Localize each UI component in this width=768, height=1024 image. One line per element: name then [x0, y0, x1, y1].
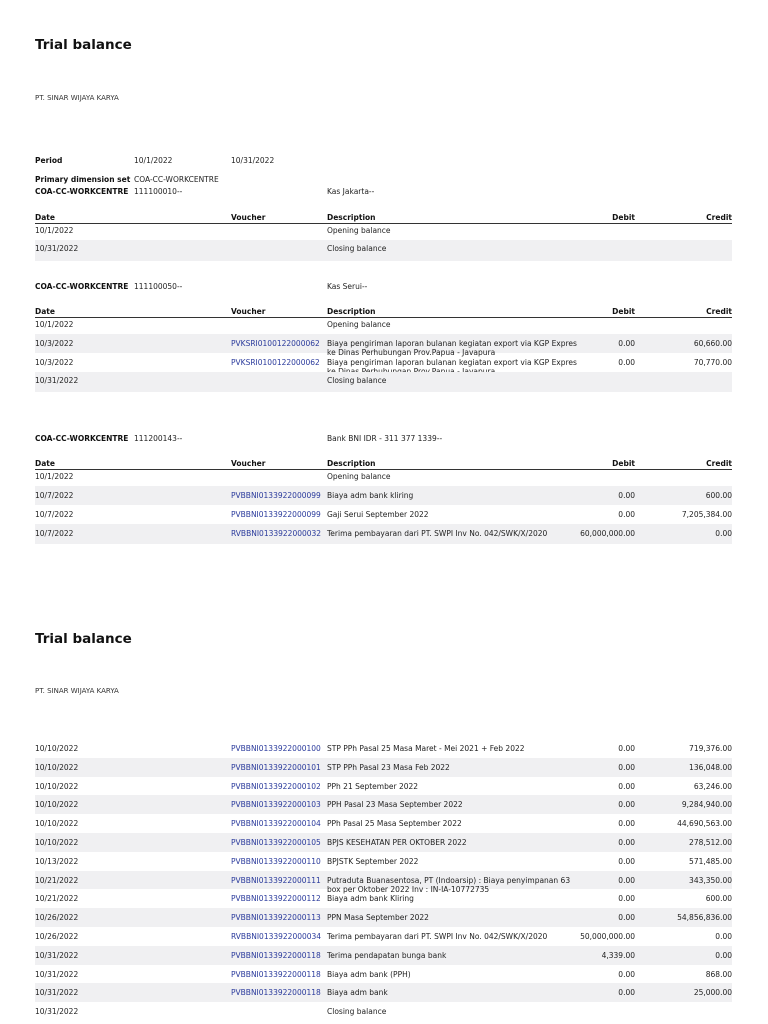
table-row	[35, 946, 732, 965]
section-account-code: 111100010--	[134, 187, 183, 196]
row-debit: 0.00	[618, 838, 635, 847]
row-debit: 0.00	[618, 800, 635, 810]
page-title: Trial balance	[35, 37, 132, 53]
row-date: 10/10/2022	[35, 819, 79, 829]
row-description: Biaya pengiriman laporan bulanan kegiatan export via KGP Expres ke Dinas Perhubungan Prov.Papua - Javapura	[327, 339, 577, 357]
row-credit: 63,246.00	[693, 781, 732, 791]
row-voucher-link[interactable]: PVBBNI0133922000112	[231, 894, 321, 904]
table-row	[35, 983, 732, 1002]
table-row	[35, 965, 732, 984]
row-date: 10/10/2022	[35, 744, 79, 753]
row-description: PPh Pasal 25 Masa September 2022	[327, 819, 462, 829]
row-date: 10/21/2022	[35, 875, 79, 885]
row-debit: 0.00	[618, 744, 635, 753]
table-row	[35, 470, 732, 486]
table-row	[35, 814, 732, 833]
row-description: STP PPh Pasal 25 Masa Maret - Mei 2021 + Feb 2022	[327, 744, 525, 753]
row-debit: 0.00	[618, 762, 635, 772]
row-date: 10/31/2022	[35, 969, 79, 979]
table-row	[35, 372, 732, 392]
row-debit: 50,000,000.00	[580, 932, 635, 941]
row-date: 10/3/2022	[35, 339, 74, 348]
row-credit: 7,205,384.00	[681, 510, 732, 519]
period-label: Period	[35, 156, 63, 165]
table-row	[35, 1002, 732, 1021]
row-debit: 0.00	[618, 875, 635, 885]
row-description: Biaya adm bank	[327, 988, 388, 998]
row-credit: 868.00	[705, 969, 732, 979]
row-description: PPH Pasal 23 Masa September 2022	[327, 800, 463, 810]
row-description: Biaya adm bank Kliring	[327, 894, 414, 904]
row-date: 10/1/2022	[35, 320, 74, 329]
header-debit: Debit	[612, 213, 635, 222]
row-description: Terima pembayaran dari PT. SWPI Inv No. 042/SWK/X/2020	[327, 932, 548, 941]
row-credit: 0.00	[715, 950, 732, 960]
period-to: 10/31/2022	[231, 156, 275, 165]
table-row	[35, 334, 732, 357]
table-row	[35, 524, 732, 544]
row-description: Putraduta Buanasentosa, PT (Indoarsip) : Biaya penyimpanan 63 box per Oktober 2022 Inv : IN-IA-10772735	[327, 875, 571, 894]
table-row	[35, 240, 732, 261]
row-description: Closing balance	[327, 376, 387, 385]
page-title: Trial balance	[35, 631, 132, 647]
row-voucher-link[interactable]: PVBBNI0133922000111	[231, 875, 321, 885]
row-debit: 0.00	[618, 988, 635, 998]
row-voucher-link[interactable]: PVBBNI0133922000105	[231, 838, 321, 847]
row-credit: 600.00	[705, 894, 732, 904]
table-row	[35, 777, 732, 796]
row-voucher-link[interactable]: PVBBNI0133922000118	[231, 969, 321, 979]
header-credit: Credit	[706, 307, 732, 316]
row-credit: 278,512.00	[689, 838, 732, 847]
row-date: 10/7/2022	[35, 510, 74, 519]
table-row	[35, 795, 732, 814]
row-description: Opening balance	[327, 472, 391, 481]
row-date: 10/1/2022	[35, 472, 74, 481]
row-voucher-link[interactable]: PVBBNI0133922000099	[231, 510, 321, 519]
row-date: 10/31/2022	[35, 988, 79, 998]
row-date: 10/13/2022	[35, 856, 79, 866]
section-label: COA-CC-WORKCENTRE	[35, 187, 129, 196]
row-description: Gaji Serui September 2022	[327, 510, 429, 519]
row-voucher-link[interactable]: PVBBNI0133922000118	[231, 988, 321, 998]
row-description: Biaya pengiriman laporan bulanan kegiatan export via KGP Expres	[327, 358, 577, 367]
row-credit: 44,690,563.00	[677, 819, 732, 829]
table-row	[35, 318, 732, 334]
header-debit: Debit	[612, 459, 635, 468]
section-label: COA-CC-WORKCENTRE	[35, 282, 129, 291]
header-date: Date	[35, 459, 55, 468]
row-date: 10/10/2022	[35, 762, 79, 772]
row-debit: 0.00	[618, 339, 635, 348]
row-voucher-link[interactable]: PVBBNI0133922000102	[231, 781, 321, 791]
row-date: 10/31/2022	[35, 376, 79, 385]
row-credit: 136,048.00	[689, 762, 732, 772]
row-credit: 0.00	[715, 529, 732, 538]
row-voucher-link[interactable]: PVBBNI0133922000100	[231, 744, 321, 753]
row-credit: 600.00	[705, 491, 732, 500]
row-credit: 60,660.00	[693, 339, 732, 348]
row-description: Opening balance	[327, 320, 391, 329]
row-date: 10/7/2022	[35, 491, 74, 500]
section-account-name: Kas Jakarta--	[327, 187, 375, 196]
row-debit: 0.00	[618, 913, 635, 923]
row-voucher-link[interactable]: RVBBNI0133922000032	[231, 529, 322, 538]
row-debit: 0.00	[618, 894, 635, 904]
row-description: STP PPh Pasal 23 Masa Feb 2022	[327, 762, 450, 772]
header-credit: Credit	[706, 459, 732, 468]
row-date: 10/26/2022	[35, 913, 79, 923]
row-voucher-link[interactable]: PVBBNI0133922000099	[231, 491, 321, 500]
table-row	[35, 739, 732, 758]
header-voucher: Voucher	[231, 459, 266, 468]
section-account-name: Kas Serui--	[327, 282, 368, 291]
row-description: Biaya adm bank kliring	[327, 491, 414, 500]
table-row	[35, 833, 732, 852]
row-date: 10/31/2022	[35, 1007, 79, 1017]
row-date: 10/3/2022	[35, 358, 74, 367]
row-description: Terima pendapatan bunga bank	[327, 950, 447, 960]
row-description: BPJS KESEHATAN PER OKTOBER 2022	[327, 838, 467, 847]
row-date: 10/31/2022	[35, 950, 79, 960]
row-date: 10/1/2022	[35, 226, 74, 235]
row-voucher-link[interactable]: PVBBNI0133922000113	[231, 913, 321, 923]
row-debit: 0.00	[618, 819, 635, 829]
row-credit: 343,350.00	[689, 875, 732, 885]
row-date: 10/31/2022	[35, 244, 79, 253]
row-debit: 0.00	[618, 969, 635, 979]
row-description: BPJSTK September 2022	[327, 856, 419, 866]
section-account-code: 111200143--	[134, 434, 183, 443]
row-credit: 25,000.00	[693, 988, 732, 998]
row-date: 10/10/2022	[35, 781, 79, 791]
row-credit: 9,284,940.00	[681, 800, 732, 810]
section-account-name: Bank BNI IDR - 311 377 1339--	[327, 434, 443, 443]
row-debit: 0.00	[618, 510, 635, 519]
row-voucher-link[interactable]: PVBBNI0133922000104	[231, 819, 321, 829]
row-voucher-link[interactable]: PVKSRI0100122000062	[231, 339, 320, 348]
row-date: 10/10/2022	[35, 838, 79, 847]
row-description: Biaya adm bank (PPH)	[327, 969, 411, 979]
row-date: 10/26/2022	[35, 932, 79, 941]
row-voucher-link[interactable]: PVBBNI0133922000118	[231, 950, 321, 960]
table-row	[35, 486, 732, 505]
section-account-code: 111100050--	[134, 282, 183, 291]
row-description: Terima pembayaran dari PT. SWPI Inv No. 042/SWK/X/2020	[327, 529, 548, 538]
header-date: Date	[35, 307, 55, 316]
period-from: 10/1/2022	[134, 156, 173, 165]
row-debit: 0.00	[618, 491, 635, 500]
table-row	[35, 353, 732, 372]
row-description: Opening balance	[327, 226, 391, 235]
row-date: 10/10/2022	[35, 800, 79, 810]
row-description: Closing balance	[327, 244, 387, 253]
header-voucher: Voucher	[231, 307, 266, 316]
row-date: 10/7/2022	[35, 529, 74, 538]
row-credit: 54,856,836.00	[677, 913, 732, 923]
row-debit: 60,000,000.00	[580, 529, 635, 538]
header-description: Description	[327, 213, 376, 222]
table-row	[35, 908, 732, 927]
company-name: PT. SINAR WIJAYA KARYA	[35, 94, 119, 102]
row-voucher-link[interactable]: PVKSRI0100122000062	[231, 358, 320, 367]
row-credit: 571,485.00	[689, 856, 732, 866]
header-voucher: Voucher	[231, 213, 266, 222]
row-credit: 70,770.00	[693, 358, 732, 367]
primary-dimension-label: Primary dimension set	[35, 175, 131, 184]
row-voucher-link[interactable]: PVBBNI0133922000110	[231, 856, 321, 866]
row-credit: 0.00	[715, 932, 732, 941]
row-voucher-link[interactable]: PVBBNI0133922000103	[231, 800, 321, 810]
header-date: Date	[35, 213, 55, 222]
header-description: Description	[327, 459, 376, 468]
table-row	[35, 889, 732, 908]
table-row	[35, 871, 732, 894]
header-credit: Credit	[706, 213, 732, 222]
table-row	[35, 758, 732, 777]
table-row	[35, 927, 732, 946]
company-name: PT. SINAR WIJAYA KARYA	[35, 687, 119, 695]
row-debit: 0.00	[618, 358, 635, 367]
header-debit: Debit	[612, 307, 635, 316]
header-description: Description	[327, 307, 376, 316]
row-debit: 4,339.00	[601, 950, 635, 960]
table-row	[35, 852, 732, 871]
row-date: 10/21/2022	[35, 894, 79, 904]
table-row	[35, 505, 732, 524]
row-debit: 0.00	[618, 781, 635, 791]
row-debit: 0.00	[618, 856, 635, 866]
section-label: COA-CC-WORKCENTRE	[35, 434, 129, 443]
row-credit: 719,376.00	[689, 744, 732, 753]
row-description: Closing balance	[327, 1007, 387, 1017]
row-description: PPh 21 September 2022	[327, 781, 419, 791]
primary-dimension-value: COA-CC-WORKCENTRE	[134, 175, 219, 184]
row-voucher-link[interactable]: PVBBNI0133922000101	[231, 762, 321, 772]
table-row	[35, 224, 732, 240]
row-voucher-link[interactable]: RVBBNI0133922000034	[231, 932, 322, 941]
row-description: PPN Masa September 2022	[327, 913, 429, 923]
